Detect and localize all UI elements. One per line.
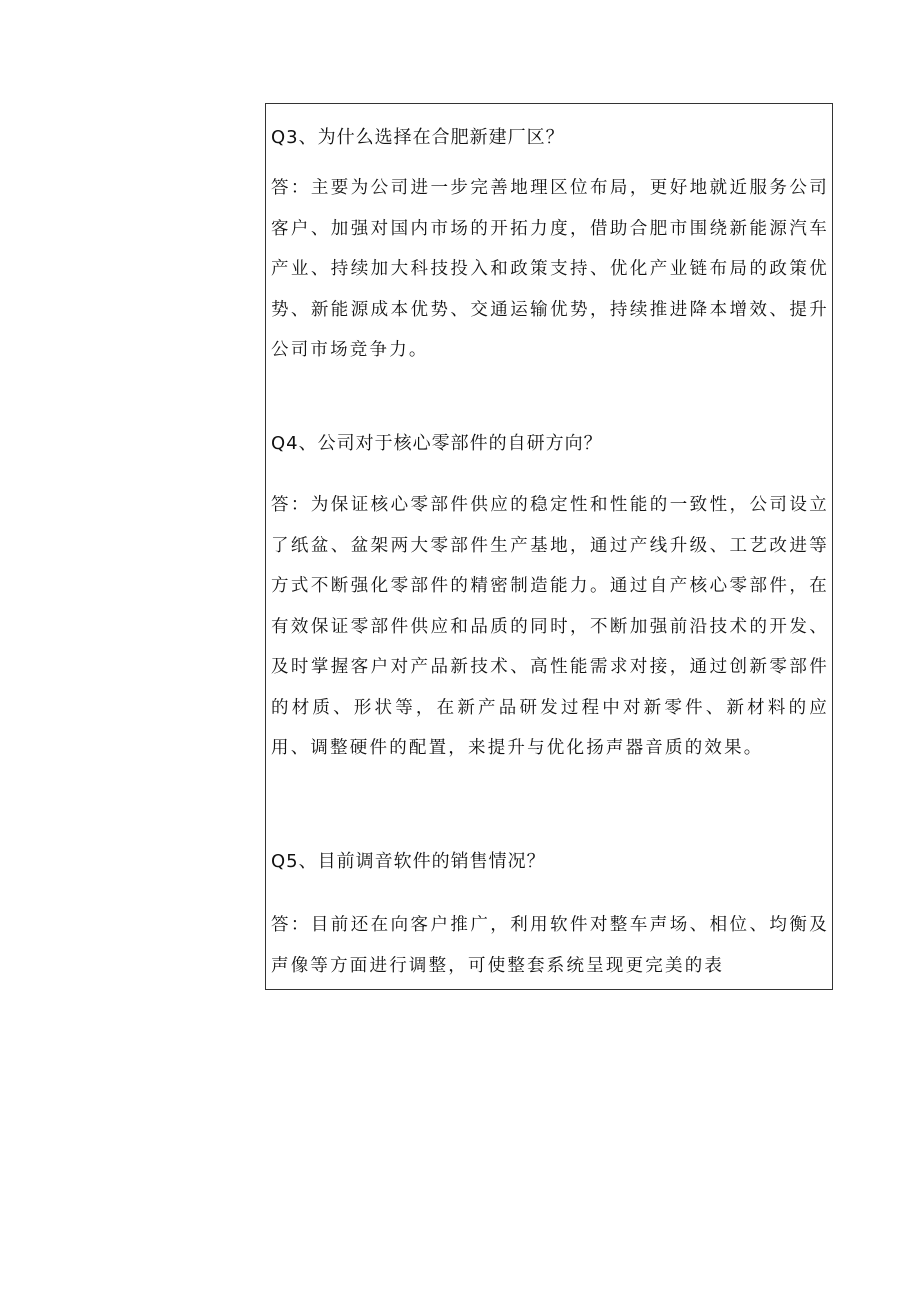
question-q5: Q5、目前调音软件的销售情况？ bbox=[271, 851, 546, 872]
question-q3: Q3、为什么选择在合肥新建厂区？ bbox=[271, 127, 565, 148]
qa-table-cell bbox=[265, 103, 833, 990]
question-q4: Q4、公司对于核心零部件的自研方向？ bbox=[271, 433, 603, 454]
answer-q3: 答：主要为公司进一步完善地理区位布局，更好地就近服务公司客户、加强对国内市场的开拓力度，借助合肥市围绕新能源汽车产业、持续加大科技投入和政策支持、优化产业链布局的政策优势、新能源成本优势、交通运输优势，持续推进降本增效、提升公司市场竞争力。 bbox=[271, 178, 829, 360]
answer-q5: 答：目前还在向客户推广，利用软件对整车声场、相位、均衡及声像等方面进行调整，可使整套系统呈现更完美的表 bbox=[271, 915, 829, 976]
answer-q4: 答：为保证核心零部件供应的稳定性和性能的一致性，公司设立了纸盆、盆架两大零部件生产基地，通过产线升级、工艺改进等方式不断强化零部件的精密制造能力。通过自产核心零部件，在有效保证零部件供应和品质的同时，不断加强前沿技术的开发、及时掌握客户对产品新技术、高性能需求对接，通过创新零部件的材质、形状等，在新产品研发过程中对新零件、新材料的应用、调整硬件的配置，来提升与优化扬声器音质的效果。 bbox=[271, 495, 829, 758]
